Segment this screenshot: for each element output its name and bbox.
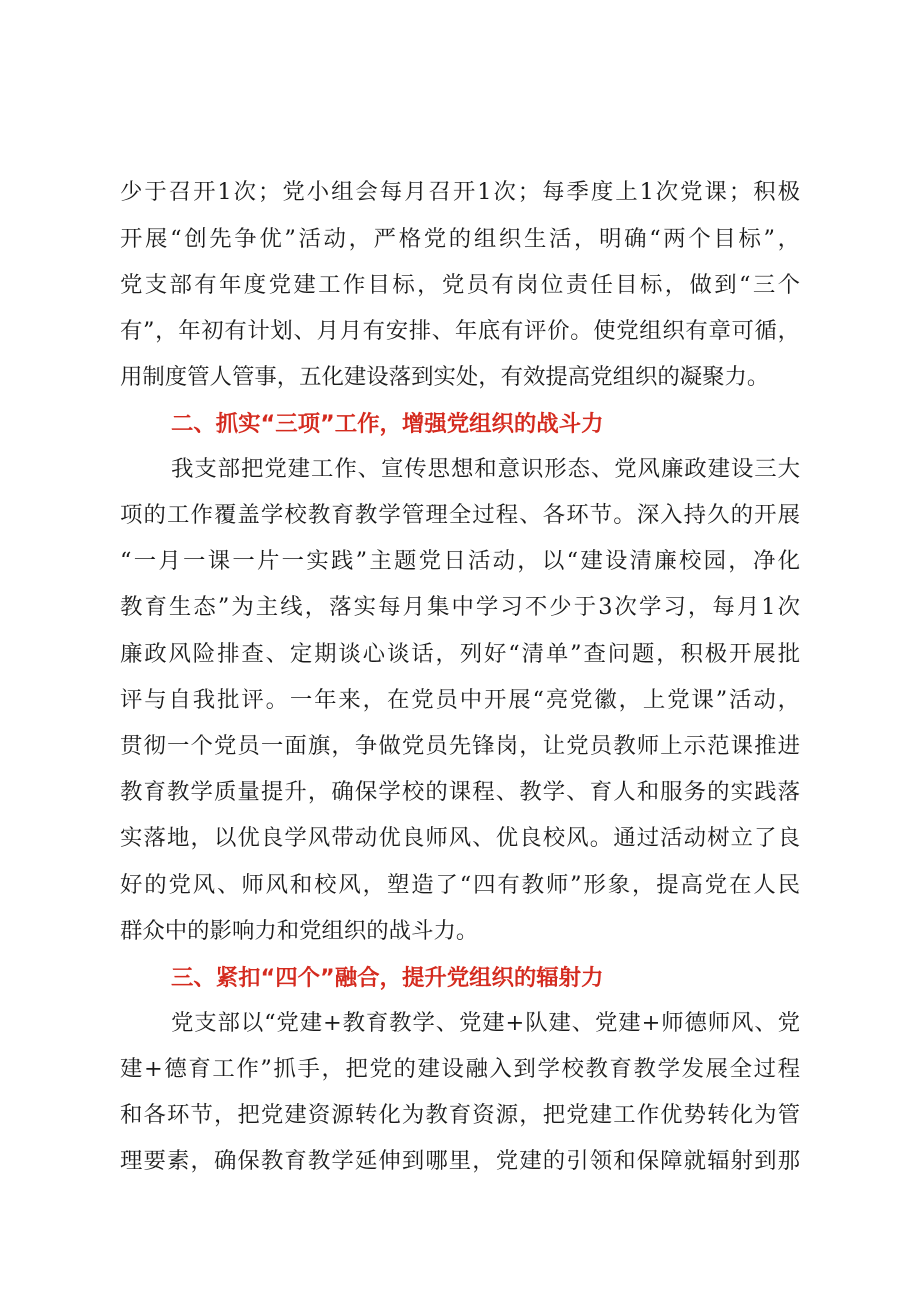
section-heading: 三、紧扣“四个”融合，提升党组织的辐射力 (171, 965, 604, 991)
body-line: 评与自我批评。一年来，在党员中开展“亮党徽，上党课”活动， (120, 687, 800, 713)
body-line: 教育教学质量提升，确保学校的课程、教学、育人和服务的实践落 (120, 779, 800, 805)
body-line: 建+德育工作”抓手，把党的建设融入到学校教育教学发展全过程 (120, 1056, 800, 1082)
body-line: “一月一课一片一实践”主题党日活动，以“建设清廉校园，净化 (120, 548, 800, 574)
body-line: 我支部把党建工作、宣传思想和意识形态、党风廉政建设三大 (171, 456, 800, 482)
body-line: 群众中的影响力和党组织的战斗力。 (120, 918, 479, 944)
body-line: 教育生态”为主线，落实每月集中学习不少于3次学习，每月1次 (120, 594, 800, 620)
body-line: 少于召开1次；党小组会每月召开1次；每季度上1次党课；积极 (120, 179, 800, 205)
body-line: 廉政风险排查、定期谈心谈话，列好“清单”查问题，积极开展批 (120, 641, 800, 667)
body-line: 开展“创先争优”活动，严格党的组织生活，明确“两个目标”， (120, 226, 800, 252)
body-line: 理要素，确保教育教学延伸到哪里，党建的引领和保障就辐射到那 (120, 1148, 800, 1174)
body-line: 贯彻一个党员一面旗，争做党员先锋岗，让党员教师上示范课推进 (120, 733, 800, 759)
body-line: 和各环节，把党建资源转化为教育资源，把党建工作优势转化为管 (120, 1102, 800, 1128)
body-line: 党支部以“党建+教育教学、党建+队建、党建+师德师风、党 (171, 1010, 800, 1036)
body-line: 实落地，以优良学风带动优良师风、优良校风。通过活动树立了良 (120, 825, 800, 851)
section-heading: 二、抓实“三项”工作，增强党组织的战斗力 (171, 411, 604, 437)
body-line: 用制度管人管事，五化建设落到实处，有效提高党组织的凝聚力。 (120, 364, 770, 390)
body-line: 项的工作覆盖学校教育教学管理全过程、各环节。深入持久的开展 (120, 502, 800, 528)
body-line: 党支部有年度党建工作目标，党员有岗位责任目标，做到“三个 (120, 272, 800, 298)
body-line: 有”，年初有计划、月月有安排、年底有评价。使党组织有章可循， (120, 318, 800, 344)
body-line: 好的党风、师风和校风，塑造了“四有教师”形象，提高党在人民 (120, 872, 800, 898)
